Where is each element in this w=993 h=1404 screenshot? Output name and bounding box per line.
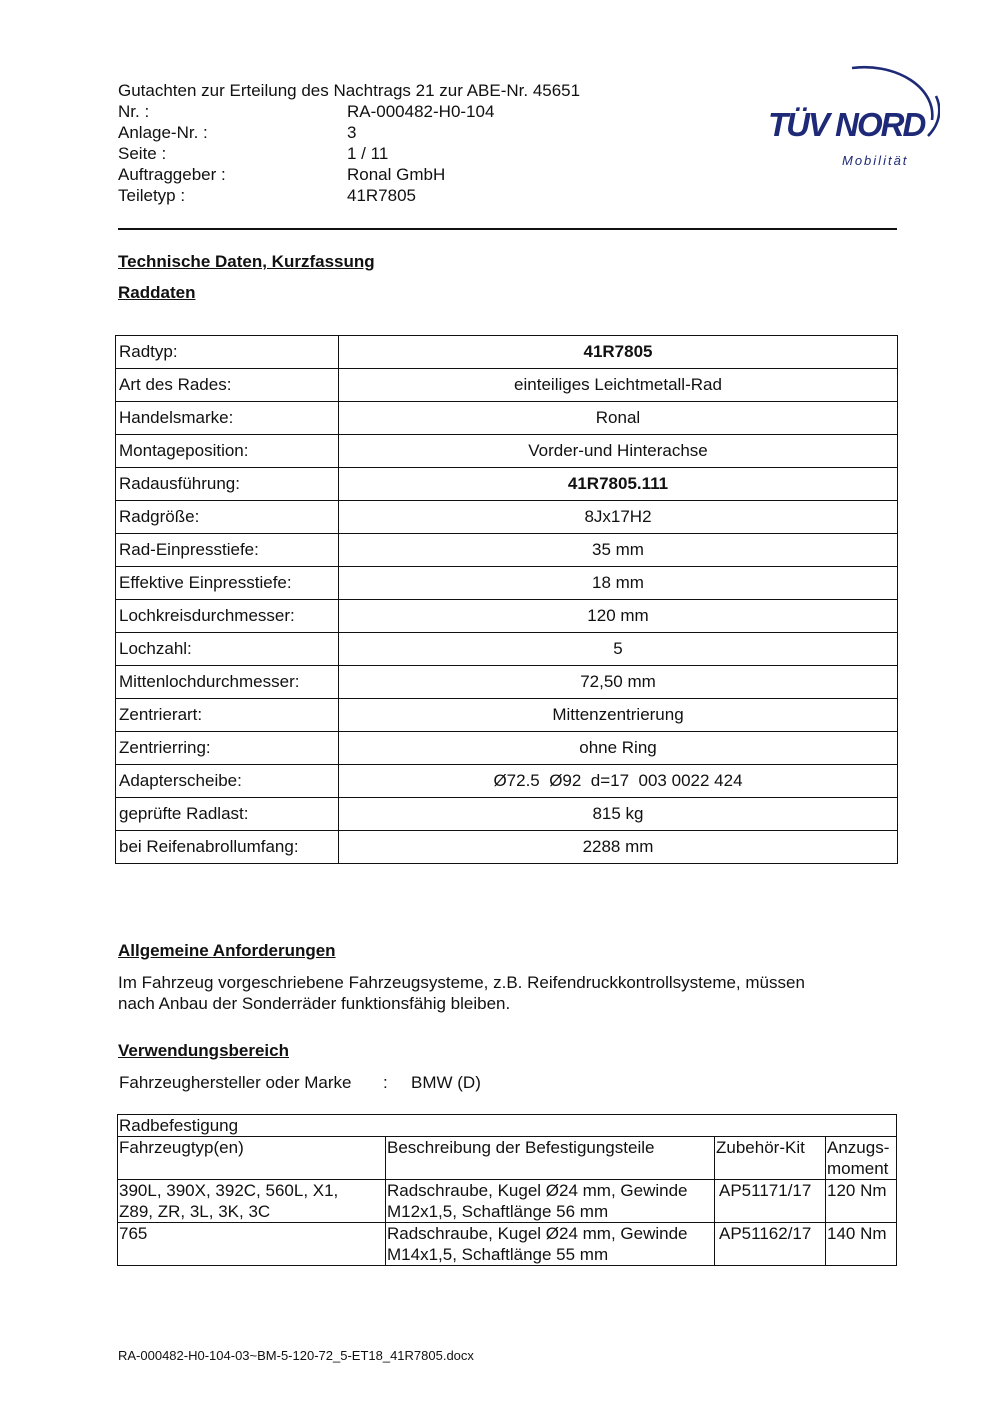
cell-line: Z89, ZR, 3L, 3K, 3C: [119, 1202, 271, 1221]
cell-beschreibung: [386, 1223, 715, 1266]
row-value: Mittenzentrierung: [339, 699, 898, 732]
row-label: bei Reifenabrollumfang:: [116, 831, 339, 864]
cell-line: M14x1,5, Schaftlänge 55 mm: [387, 1245, 609, 1264]
logo-sub: Mobilität: [842, 153, 909, 168]
header-beschreibung: Beschreibung der Befestigungsteile: [386, 1137, 715, 1180]
tuev-nord-logo: [760, 56, 940, 172]
verwendung-label: Fahrzeughersteller oder Marke: [119, 1073, 352, 1092]
row-value: ohne Ring: [339, 732, 898, 765]
row-value: Ronal: [339, 402, 898, 435]
row-value: 35 mm: [339, 534, 898, 567]
header-fahrzeugtyp: Fahrzeugtyp(en): [118, 1137, 386, 1180]
header-field-value: 41R7805: [347, 186, 417, 205]
section-title-tech: Technische Daten, Kurzfassung: [118, 252, 375, 271]
row-value: 8Jx17H2: [339, 501, 898, 534]
row-value: 815 kg: [339, 798, 898, 831]
row-value: 120 mm: [339, 600, 898, 633]
row-label: Montageposition:: [116, 435, 339, 468]
row-label: Radtyp:: [116, 336, 339, 369]
row-label: Zentrierring:: [116, 732, 339, 765]
raddaten-table: [115, 335, 898, 864]
row-label: Zentrierart:: [116, 699, 339, 732]
header-divider: [118, 228, 897, 230]
logo-brand: TÜV NORD: [768, 106, 925, 143]
row-value: Vorder-und Hinterachse: [339, 435, 898, 468]
cell-beschreibung: [386, 1180, 715, 1223]
row-value: 41R7805.111: [339, 468, 898, 501]
verwendung-line: [119, 1072, 899, 1093]
header-anzugsmoment: [826, 1137, 897, 1180]
header-line: moment: [827, 1159, 889, 1178]
paragraph-line: Im Fahrzeug vorgeschriebene Fahrzeugsysteme, z.B. Reifendruckkontrollsysteme, müssen: [118, 973, 805, 992]
row-label: Adapterscheibe:: [116, 765, 339, 798]
cell-line: Radschraube, Kugel Ø24 mm, Gewinde: [387, 1181, 688, 1200]
table-caption-row: [118, 1115, 897, 1137]
header-field-label: Teiletyp :: [118, 186, 186, 205]
table-row: [116, 567, 898, 600]
header-field-value: Ronal GmbH: [347, 165, 446, 184]
row-value: 72,50 mm: [339, 666, 898, 699]
table-row: [116, 468, 898, 501]
table-caption: Radbefestigung: [118, 1115, 897, 1137]
table-row: [116, 501, 898, 534]
section-title-verwendung: Verwendungsbereich: [118, 1041, 289, 1060]
section-title-raddaten: Raddaten: [118, 283, 196, 302]
table-row: [116, 831, 898, 864]
cell-line: 390L, 390X, 392C, 560L, X1,: [119, 1181, 339, 1200]
paragraph-line: nach Anbau der Sonderräder funktionsfähig bleiben.: [118, 994, 511, 1013]
header-field-value: 3: [347, 123, 357, 142]
row-label: Mittenlochdurchmesser:: [116, 666, 339, 699]
header-line: Anzugs-: [827, 1138, 890, 1157]
cell-anzugsmoment: 140 Nm: [826, 1223, 897, 1266]
header-field-nr: [118, 101, 580, 122]
row-label: geprüfte Radlast:: [116, 798, 339, 831]
row-label: Lochkreisdurchmesser:: [116, 600, 339, 633]
cell-line: Radschraube, Kugel Ø24 mm, Gewinde: [387, 1224, 688, 1243]
cell-zubehoer-kit: AP51162/17: [715, 1223, 826, 1266]
befestigung-table: [117, 1114, 897, 1266]
allgemein-paragraph: [118, 972, 898, 1014]
table-row: [116, 666, 898, 699]
table-row: [116, 732, 898, 765]
header-field-anlage: [118, 122, 580, 143]
verwendung-value: BMW (D): [411, 1073, 481, 1092]
cell-zubehoer-kit: AP51171/17: [715, 1180, 826, 1223]
cell-line: M12x1,5, Schaftlänge 56 mm: [387, 1202, 609, 1221]
row-value: 41R7805: [339, 336, 898, 369]
cell-line: 765: [119, 1224, 148, 1243]
header-field-label: Nr. :: [118, 102, 150, 121]
document-title: Gutachten zur Erteilung des Nachtrags 21 zur ABE-Nr. 45651: [118, 81, 581, 100]
header-field-value: RA-000482-H0-104: [347, 102, 495, 121]
table-header-row: [118, 1137, 897, 1180]
table-row: [116, 798, 898, 831]
section-title-allgemein: Allgemeine Anforderungen: [118, 941, 336, 960]
header-field-label: Seite :: [118, 144, 167, 163]
table-row: [116, 435, 898, 468]
row-label: Rad-Einpresstiefe:: [116, 534, 339, 567]
row-value: Ø72.5 Ø92 d=17 003 0022 424: [339, 765, 898, 798]
document-header: [118, 80, 580, 206]
row-label: Handelsmarke:: [116, 402, 339, 435]
header-field-value: 1 / 11: [347, 144, 389, 163]
table-row: [118, 1180, 897, 1223]
row-label: Radausführung:: [116, 468, 339, 501]
row-value: 18 mm: [339, 567, 898, 600]
row-label: Effektive Einpresstiefe:: [116, 567, 339, 600]
table-row: [116, 633, 898, 666]
cell-anzugsmoment: 120 Nm: [826, 1180, 897, 1223]
cell-fahrzeugtyp: [118, 1223, 386, 1266]
table-row: [116, 336, 898, 369]
table-row: [116, 765, 898, 798]
table-row: [116, 402, 898, 435]
cell-fahrzeugtyp: [118, 1180, 386, 1223]
row-value: einteiliges Leichtmetall-Rad: [339, 369, 898, 402]
table-row: [118, 1223, 897, 1266]
table-row: [116, 534, 898, 567]
header-field-label: Anlage-Nr. :: [118, 123, 208, 142]
verwendung-separator: :: [383, 1073, 388, 1092]
row-label: Art des Rades:: [116, 369, 339, 402]
header-field-teiletyp: [118, 185, 580, 206]
document-footer: RA-000482-H0-104-03~BM-5-120-72_5-ET18_41R7805.docx: [118, 1348, 474, 1363]
table-row: [116, 600, 898, 633]
table-row: [116, 699, 898, 732]
row-value: 2288 mm: [339, 831, 898, 864]
row-value: 5: [339, 633, 898, 666]
header-zubehoer-kit: Zubehör-Kit: [715, 1137, 826, 1180]
row-label: Radgröße:: [116, 501, 339, 534]
header-field-auftraggeber: [118, 164, 580, 185]
header-field-seite: [118, 143, 580, 164]
header-field-label: Auftraggeber :: [118, 165, 226, 184]
table-row: [116, 369, 898, 402]
row-label: Lochzahl:: [116, 633, 339, 666]
